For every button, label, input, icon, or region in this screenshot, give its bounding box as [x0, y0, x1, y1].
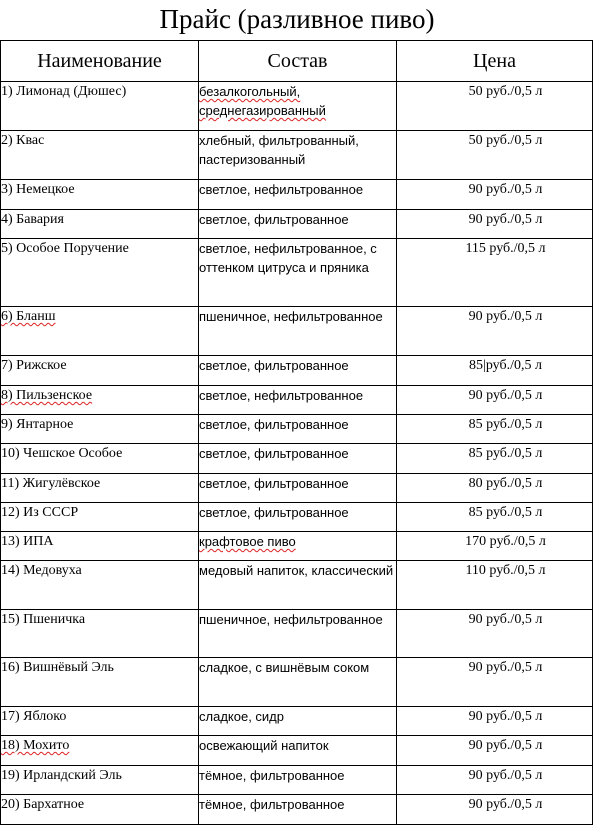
item-composition	[199, 474, 397, 503]
item-name	[1, 736, 199, 766]
item-composition	[199, 736, 397, 766]
table-row	[1, 415, 593, 444]
page-title: Прайс (разливное пиво)	[159, 4, 435, 34]
item-composition-text: светлое, фильтрованное	[199, 446, 349, 461]
table-row	[1, 532, 593, 561]
item-composition	[199, 210, 397, 239]
table-row	[1, 307, 593, 356]
item-composition-text: пшеничное, нефильтрованное	[199, 612, 383, 627]
table-row	[1, 386, 593, 415]
item-name-text: 5) Особое Поручение	[1, 241, 129, 256]
item-composition-text: медовый напиток, классический	[199, 563, 394, 578]
item-name-text: 8) Пильзенское	[1, 388, 93, 403]
item-composition	[199, 415, 397, 444]
item-composition-text: светлое, фильтрованное	[199, 476, 349, 491]
item-name	[1, 82, 199, 131]
item-composition	[199, 82, 397, 131]
item-composition	[199, 386, 397, 415]
item-price-text: 85 руб./0,5 л	[468, 446, 543, 461]
item-price-text: 50 руб./0,5 л	[468, 133, 543, 148]
item-composition-text: тёмное, фильтрованное	[199, 797, 345, 812]
header-composition: Состав	[199, 41, 397, 82]
item-composition	[199, 707, 397, 736]
item-price	[397, 707, 593, 736]
item-price	[397, 356, 593, 386]
item-price-text: 90 руб./0,5 л	[468, 738, 543, 753]
item-composition	[199, 610, 397, 658]
header-price: Цена	[397, 41, 593, 82]
item-name-text: 17) Яблоко	[1, 709, 67, 724]
item-name-text: 15) Пшеничка	[1, 612, 86, 627]
table-row	[1, 766, 593, 795]
item-name	[1, 180, 199, 210]
item-price	[397, 307, 593, 356]
item-price-text: 50 руб./0,5 л	[468, 84, 543, 99]
item-composition	[199, 503, 397, 532]
item-name	[1, 795, 199, 825]
item-price	[397, 561, 593, 610]
item-name	[1, 444, 199, 474]
item-price	[397, 610, 593, 658]
item-name-text: 10) Чешское Особое	[1, 446, 123, 461]
item-price	[397, 658, 593, 707]
table-row	[1, 561, 593, 610]
item-name	[1, 210, 199, 239]
table-header-row	[1, 41, 593, 82]
item-name	[1, 532, 199, 561]
item-name	[1, 561, 199, 610]
item-composition-text: тёмное, фильтрованное	[199, 768, 345, 783]
item-composition	[199, 444, 397, 474]
table-row	[1, 610, 593, 658]
item-name-text: 19) Ирландский Эль	[1, 768, 122, 783]
item-name	[1, 239, 199, 307]
item-name	[1, 658, 199, 707]
item-name-text: 1) Лимонад (Дюшес)	[1, 84, 127, 99]
item-composition	[199, 131, 397, 180]
table-row	[1, 736, 593, 766]
item-name-text: 6) Бланш	[1, 309, 56, 324]
item-price-text: 90 руб./0,5 л	[468, 309, 543, 324]
item-price	[397, 82, 593, 131]
item-composition-text: светлое, фильтрованное	[199, 212, 349, 227]
item-name-text: 18) Мохито	[1, 738, 70, 753]
item-name	[1, 474, 199, 503]
item-composition	[199, 532, 397, 561]
item-price	[397, 532, 593, 561]
table-row	[1, 239, 593, 307]
item-price-text: 90 руб./0,5 л	[468, 612, 543, 627]
item-composition	[199, 180, 397, 210]
table-row	[1, 210, 593, 239]
item-composition	[199, 658, 397, 707]
table-row	[1, 474, 593, 503]
item-name-text: 16) Вишнёвый Эль	[1, 660, 114, 675]
item-composition-text: безалкогольный, среднегазированный	[199, 84, 326, 118]
table-row	[1, 131, 593, 180]
table-row	[1, 795, 593, 825]
item-name-text: 12) Из СССР	[1, 505, 79, 520]
item-name	[1, 386, 199, 415]
item-name	[1, 415, 199, 444]
item-composition-text: освежающий напиток	[199, 738, 329, 753]
item-name-text: 14) Медовуха	[1, 563, 82, 578]
item-composition-text: сладкое, сидр	[199, 709, 284, 724]
item-name	[1, 503, 199, 532]
item-price	[397, 131, 593, 180]
item-composition	[199, 795, 397, 825]
item-composition-text: светлое, фильтрованное	[199, 358, 349, 373]
item-price	[397, 415, 593, 444]
item-name-text: 3) Немецкое	[1, 182, 75, 197]
table-row	[1, 444, 593, 474]
item-composition-text: сладкое, с вишнёвым соком	[199, 660, 370, 675]
item-composition-text: крафтовое пиво	[199, 534, 296, 549]
item-name-text: 9) Янтарное	[1, 417, 74, 432]
item-name-text: 13) ИПА	[1, 534, 54, 549]
item-price-text: 85|руб./0,5 л	[469, 358, 542, 373]
item-name	[1, 307, 199, 356]
table-row	[1, 707, 593, 736]
table-row	[1, 658, 593, 707]
item-composition-text: хлебный, фильтрованный, пастеризованный	[199, 133, 359, 167]
item-price-text: 90 руб./0,5 л	[468, 768, 543, 783]
item-price	[397, 180, 593, 210]
item-price	[397, 444, 593, 474]
item-composition	[199, 561, 397, 610]
item-price-text: 170 руб./0,5 л	[465, 534, 546, 549]
item-price-text: 85 руб./0,5 л	[468, 505, 543, 520]
item-name	[1, 610, 199, 658]
price-table	[0, 40, 593, 825]
item-price	[397, 239, 593, 307]
item-name	[1, 766, 199, 795]
item-price-text: 115 руб./0,5 л	[465, 241, 546, 256]
item-price	[397, 795, 593, 825]
item-price-text: 90 руб./0,5 л	[468, 797, 543, 812]
header-name: Наименование	[1, 41, 199, 82]
item-name	[1, 131, 199, 180]
table-row	[1, 503, 593, 532]
item-composition	[199, 356, 397, 386]
item-composition	[199, 307, 397, 356]
item-composition-text: светлое, нефильтрованное	[199, 182, 364, 197]
item-name-text: 4) Бавария	[1, 212, 64, 227]
item-composition	[199, 239, 397, 307]
item-composition-text: пшеничное, нефильтрованное	[199, 309, 383, 324]
item-price	[397, 474, 593, 503]
item-price-text: 110 руб./0,5 л	[465, 563, 546, 578]
item-price	[397, 210, 593, 239]
item-name-text: 7) Рижское	[1, 358, 67, 373]
item-price-text: 90 руб./0,5 л	[468, 388, 543, 403]
item-price-text: 90 руб./0,5 л	[468, 709, 543, 724]
item-name-text: 11) Жигулёвское	[1, 476, 101, 491]
table-row	[1, 356, 593, 386]
item-price-text: 90 руб./0,5 л	[468, 212, 543, 227]
item-price	[397, 503, 593, 532]
item-name-text: 2) Квас	[1, 133, 45, 148]
item-composition-text: светлое, фильтрованное	[199, 417, 349, 432]
item-composition	[199, 766, 397, 795]
item-price-text: 90 руб./0,5 л	[468, 660, 543, 675]
item-price-text: 85 руб./0,5 л	[468, 417, 543, 432]
table-row	[1, 180, 593, 210]
item-name-text: 20) Бархатное	[1, 797, 85, 812]
item-name	[1, 707, 199, 736]
table-row	[1, 82, 593, 131]
item-price	[397, 736, 593, 766]
item-composition-text: светлое, нефильтрованное	[199, 388, 364, 403]
item-price	[397, 766, 593, 795]
item-composition-text: светлое, фильтрованное	[199, 505, 349, 520]
item-composition-text: светлое, нефильтрованное, с оттенком цитруса и пряника	[199, 241, 377, 275]
item-price-text: 90 руб./0,5 л	[468, 182, 543, 197]
item-name	[1, 356, 199, 386]
item-price-text: 80 руб./0,5 л	[468, 476, 543, 491]
item-price	[397, 386, 593, 415]
